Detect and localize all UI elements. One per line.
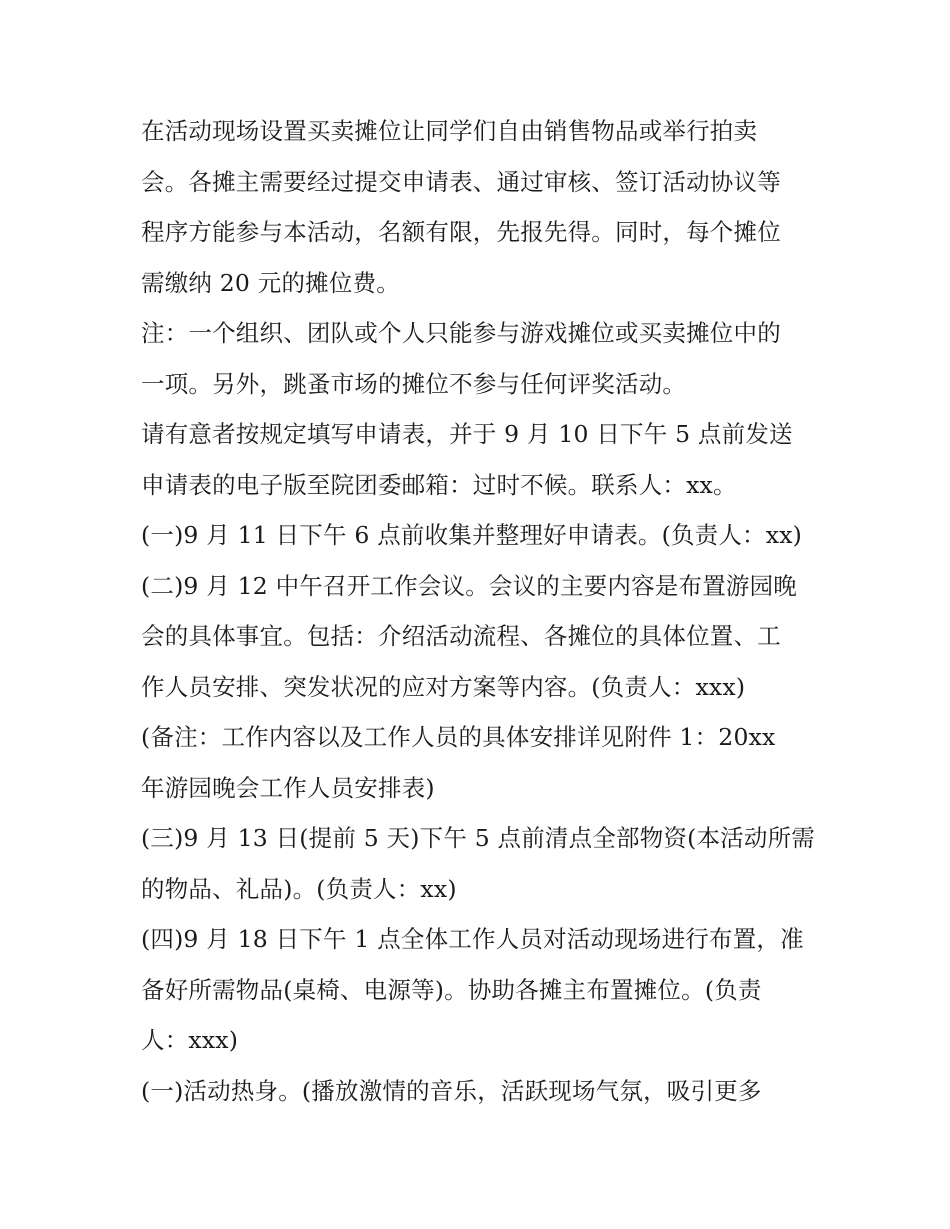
text-line: 一项。另外，跳蚤市场的摊位不参与任何评奖活动。: [141, 369, 687, 398]
text-line: 程序方能参与本活动，名额有限，先报先得。同时，每个摊位: [141, 218, 781, 246]
text-line: (一)活动热身。(播放激情的音乐，活跃现场气氛，吸引更多: [141, 1076, 762, 1105]
text-line: 在活动现场设置买卖摊位让同学们自由销售物品或举行拍卖: [141, 117, 758, 145]
text-line: 会。各摊主需要经过提交申请表、通过审核、签订活动协议等: [141, 167, 781, 196]
text-line: 年游园晚会工作人员安排表): [141, 773, 435, 802]
text-line: 作人员安排、突发状况的应对方案等内容。(负责人：xxx): [141, 672, 746, 701]
text-line: 注：一个组织、团队或个人只能参与游戏摊位或买卖摊位中的: [141, 319, 781, 347]
text-line: 备好所需物品(桌椅、电源等)。协助各摊主布置摊位。(负责: [141, 975, 762, 1004]
text-line: (一)9 月 11 日下午 6 点前收集并整理好申请表。(负责人：xx): [141, 521, 803, 549]
text-line: (备注：工作内容以及工作人员的具体安排详见附件 1：20xx: [141, 723, 776, 751]
text-line: 申请表的电子版至院团委邮箱：过时不候。联系人：xx。: [141, 470, 737, 499]
text-line: 的物品、礼品)。(负责人：xx): [141, 874, 457, 903]
text-line: (三)9 月 13 日(提前 5 天)下午 5 点前清点全部物资(本活动所需: [141, 824, 815, 852]
text-line: (二)9 月 12 中午召开工作会议。会议的主要内容是布置游园晚: [141, 571, 797, 600]
text-line: (四)9 月 18 日下午 1 点全体工作人员对活动现场进行布置，准: [141, 925, 804, 953]
text-line: 会的具体事宜。包括：介绍活动流程、各摊位的具体位置、工: [141, 622, 781, 650]
text-line: 人：xxx): [141, 1026, 239, 1054]
document-body: [141, 106, 821, 1116]
text-line: 请有意者按规定填写申请表，并于 9 月 10 日下午 5 点前发送: [141, 420, 793, 448]
text-line: 需缴纳 20 元的摊位费。: [141, 268, 400, 297]
